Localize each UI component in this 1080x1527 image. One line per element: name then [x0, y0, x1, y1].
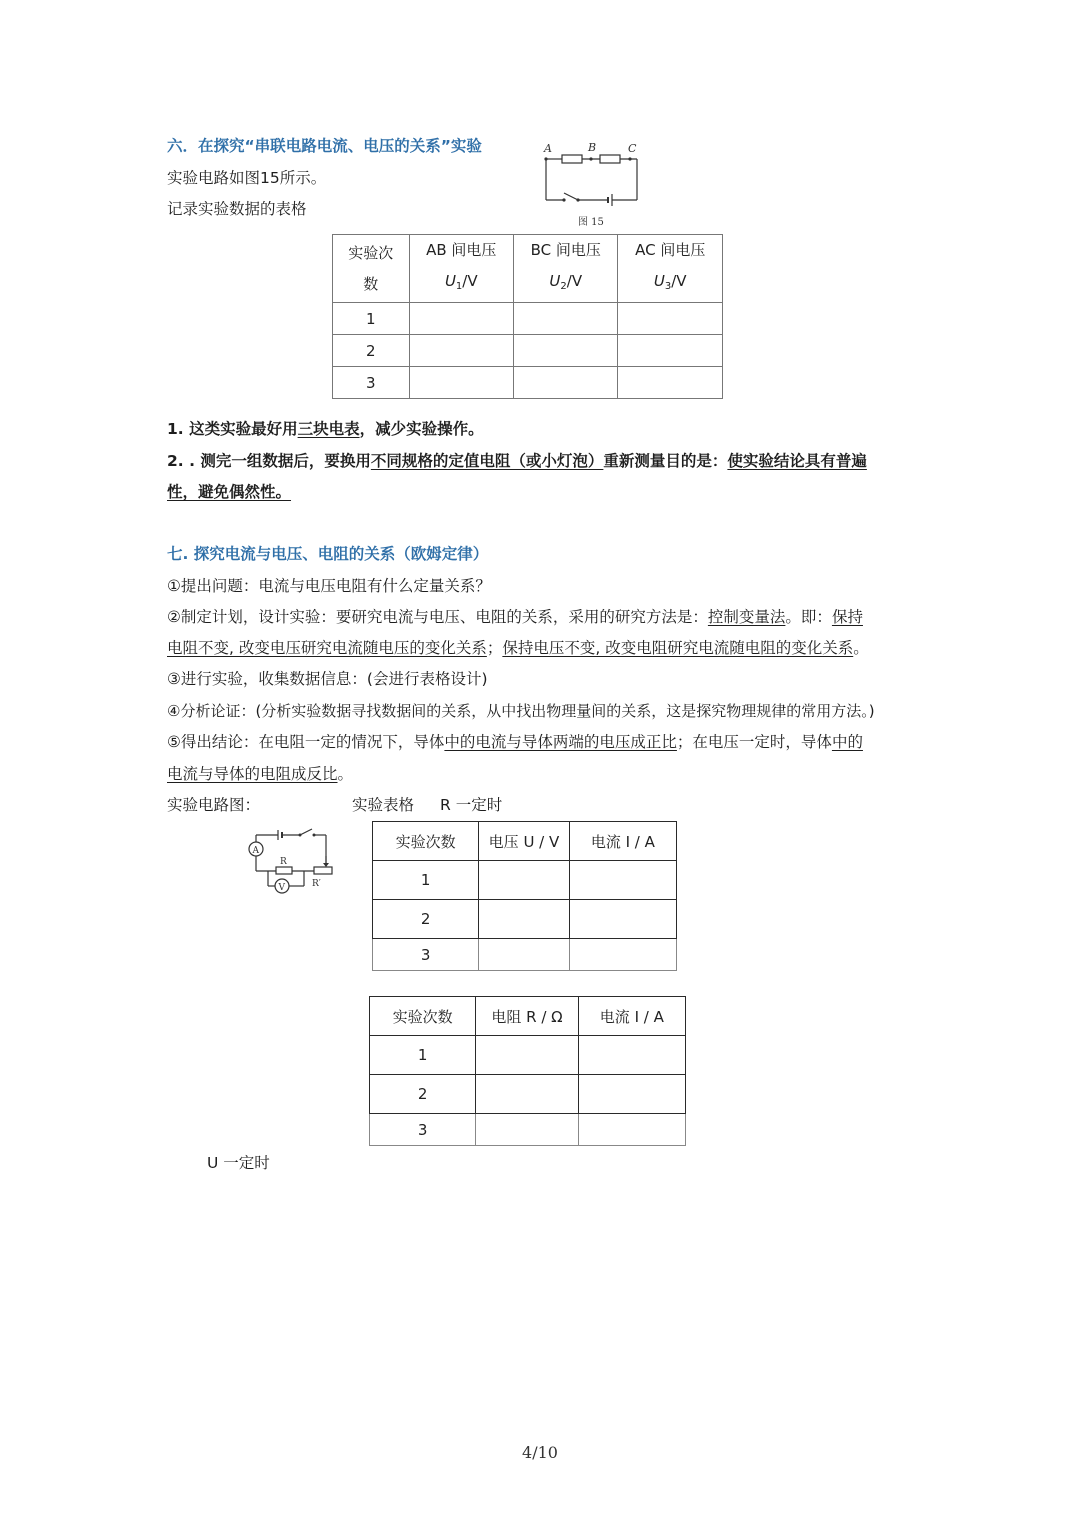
note2-answer2: 使实验结论具有普遍: [727, 452, 867, 470]
header-bc-voltage: BC 间电压 $U_2/V$: [514, 235, 618, 303]
data-cell[interactable]: [479, 861, 569, 900]
ohm-circuit-figure: [242, 826, 338, 898]
note-2-line2: 性，避免偶然性。: [167, 483, 292, 501]
header-ab-voltage: AB 间电压 $U_1/V$: [409, 235, 513, 303]
note2-answer1: 不同规格的定值电阻（或小灯泡）: [370, 452, 604, 470]
table-header-row: [373, 822, 677, 861]
section6-circuit-text: 实验电路如图15所示。: [167, 169, 327, 187]
svg-text:R: R: [280, 857, 287, 867]
header-count: 实验次数: [373, 822, 479, 861]
data-cell[interactable]: [409, 335, 513, 367]
data-cell[interactable]: [569, 861, 676, 900]
table-row: [333, 335, 723, 367]
figure15-caption: 图 15: [578, 217, 604, 228]
data-cell[interactable]: [514, 303, 618, 335]
page-number: 4/10: [522, 1443, 558, 1462]
u-const-label: U 一定时: [207, 1154, 270, 1172]
section6-title: 六．在探究“串联电路电流、电压的关系”实验: [167, 137, 482, 155]
data-cell[interactable]: [578, 1114, 685, 1146]
header-ac-voltage: AC 间电压 $U_3/V$: [618, 235, 723, 303]
row-number: 1: [333, 303, 410, 335]
step-1: ①提出问题：电流与电压电阻有什么定量关系？: [167, 577, 491, 595]
resistor-bc: [600, 155, 620, 163]
data-cell[interactable]: [578, 1075, 685, 1114]
data-cell[interactable]: [479, 900, 569, 939]
table-header-row: [333, 235, 723, 303]
step-5-line1: ⑤得出结论：在电阻一定的情况下，导体中的电流与导体两端的电压成正比；在电压一定时，导体中的: [167, 733, 863, 751]
data-cell[interactable]: [514, 335, 618, 367]
table-row: [373, 900, 677, 939]
step-3: ③进行实验，收集数据信息：(会进行表格设计): [167, 670, 488, 688]
r-const-label: R 一定时: [440, 796, 503, 814]
table-row: [370, 1036, 686, 1075]
row-number: 2: [373, 900, 479, 939]
data-cell[interactable]: [479, 939, 569, 971]
row-number: 2: [370, 1075, 476, 1114]
data-cell[interactable]: [476, 1036, 578, 1075]
data-cell[interactable]: [409, 367, 513, 399]
row-number: 1: [370, 1036, 476, 1075]
section6-table-caption: 记录实验数据的表格: [167, 200, 307, 218]
table-header-row: [370, 997, 686, 1036]
table-row: [333, 367, 723, 399]
rheostat: [314, 867, 332, 874]
table-row: [373, 861, 677, 900]
data-cell[interactable]: [476, 1075, 578, 1114]
table-row: [370, 1114, 686, 1146]
data-cell[interactable]: [618, 303, 723, 335]
data-cell[interactable]: [409, 303, 513, 335]
data-cell[interactable]: [514, 367, 618, 399]
series-circuit-figure: [538, 140, 648, 232]
data-cell[interactable]: [569, 900, 676, 939]
header-resistance: 电阻 R / Ω: [476, 997, 578, 1036]
data-cell[interactable]: [569, 939, 676, 971]
step-5-line2: 电流与导体的电阻成反比。: [167, 765, 354, 783]
r-constant-table: [372, 821, 677, 971]
resistor-ab: [562, 155, 582, 163]
header-count: 实验次 数: [333, 235, 410, 303]
table-row: [373, 939, 677, 971]
header-count: 实验次数: [370, 997, 476, 1036]
table-row: [370, 1075, 686, 1114]
note-2-line1: 2. . 测完一组数据后，要换用不同规格的定值电阻（或小灯泡）重新测量目的是：使实验结论具有普遍: [167, 452, 867, 470]
data-cell[interactable]: [476, 1114, 578, 1146]
circuit-label: 实验电路图：: [167, 796, 261, 814]
row-number: 3: [370, 1114, 476, 1146]
step-4: ④分析论证：(分析实验数据寻找数据间的关系，从中找出物理量间的关系，这是探究物理规律的常用方法。): [167, 702, 875, 720]
row-number: 3: [373, 939, 479, 971]
row-number: 1: [373, 861, 479, 900]
row-number: 3: [333, 367, 410, 399]
u-constant-table: [369, 996, 686, 1146]
row-number: 2: [333, 335, 410, 367]
svg-text:R′: R′: [312, 879, 321, 889]
note-1: 1. 这类实验最好用三块电表，减少实验操作。: [167, 420, 484, 438]
switch: [300, 829, 312, 835]
table-label: 实验表格: [352, 796, 415, 814]
label-b: B: [588, 141, 597, 154]
label-a: A: [544, 142, 552, 155]
label-c: C: [628, 142, 637, 155]
resistor: [276, 867, 292, 874]
note1-answer: 三块电表: [297, 420, 360, 438]
header-current: 电流 I / A: [569, 822, 676, 861]
step-2-line2: 电阻不变, 改变电压研究电流随电压的变化关系；保持电压不变, 改变电阻研究电流随电阻的变化关系。: [167, 639, 869, 657]
svg-text:V: V: [278, 883, 285, 893]
data-cell[interactable]: [578, 1036, 685, 1075]
svg-text:A: A: [252, 846, 259, 856]
header-voltage: 电压 U / V: [479, 822, 569, 861]
table-row: [333, 303, 723, 335]
switch: [564, 193, 578, 200]
data-cell[interactable]: [618, 367, 723, 399]
section7-title: 七. 探究电流与电压、电阻的关系（欧姆定律）: [167, 545, 489, 563]
data-cell[interactable]: [618, 335, 723, 367]
header-current: 电流 I / A: [578, 997, 685, 1036]
series-voltage-table: [332, 234, 723, 399]
step-2-line1: ②制定计划，设计实验：要研究电流与电压、电阻的关系，采用的研究方法是：控制变量法。即：保持: [167, 608, 863, 626]
